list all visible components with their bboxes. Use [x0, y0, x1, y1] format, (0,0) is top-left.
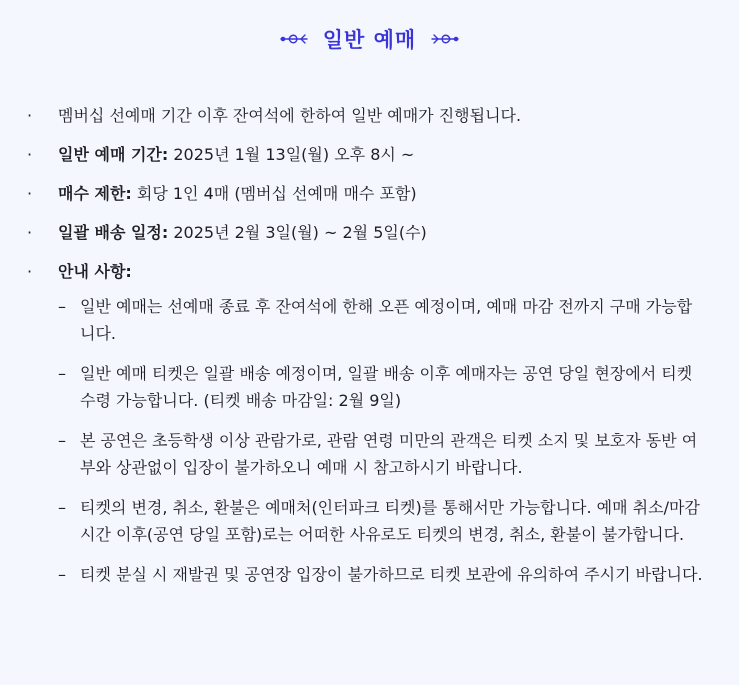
list-item: [0, 182, 739, 206]
list-item: [0, 221, 739, 245]
note-text: 티켓 분실 시 재발권 및 공연장 입장이 불가하므로 티켓 보관에 유의하여 주시기 바랍니다.: [80, 565, 703, 584]
bullet: ·: [27, 106, 33, 125]
note-item: [58, 360, 704, 414]
note-item: [58, 494, 704, 548]
list-item: [0, 260, 739, 588]
dash-bullet: –: [58, 498, 66, 517]
item-text: 회당 1인 4매 (멤버십 선예매 매수 포함): [131, 184, 417, 203]
title-row: [0, 24, 739, 54]
note-text: 일반 예매는 선예매 종료 후 잔여석에 한해 오픈 예정이며, 예매 마감 전까지 구매 가능합니다.: [80, 297, 693, 343]
info-list: [0, 104, 739, 603]
note-text: 티켓의 변경, 취소, 환불은 예매처(인터파크 티켓)를 통해서만 가능합니다. 예매 취소/마감 시간 이후(공연 당일 포함)로는 어떠한 사유로도 티켓의 변경, 취소, 환불이 불가합니다.: [80, 498, 700, 544]
note-item: [58, 427, 704, 481]
notes-list: [58, 293, 739, 588]
item-label: 일괄 배송 일정:: [58, 223, 169, 242]
ornament-left-icon: [279, 31, 309, 47]
bullet: ·: [27, 262, 33, 281]
note-item: [58, 293, 704, 347]
item-text: 2025년 2월 3일(월) ~ 2월 5일(수): [168, 223, 427, 242]
note-item: [58, 561, 704, 588]
item-label: 일반 예매 기간:: [58, 145, 169, 164]
bullet: ·: [27, 145, 33, 164]
list-item: [0, 143, 739, 167]
dash-bullet: –: [58, 364, 66, 383]
ornament-right-icon: [430, 31, 460, 47]
list-item: [0, 104, 739, 128]
page-title: 일반 예매: [322, 28, 417, 52]
item-text: 멤버십 선예매 기간 이후 잔여석에 한하여 일반 예매가 진행됩니다.: [58, 106, 522, 125]
dash-bullet: –: [58, 565, 66, 584]
note-text: 일반 예매 티켓은 일괄 배송 예정이며, 일괄 배송 이후 예매자는 공연 당일 현장에서 티켓 수령 가능합니다. (티켓 배송 마감일: 2월 9일): [80, 364, 693, 410]
item-text: 2025년 1월 13일(월) 오후 8시 ~: [168, 145, 415, 164]
bullet: ·: [27, 184, 33, 203]
item-label: 안내 사항:: [58, 262, 132, 281]
dash-bullet: –: [58, 431, 66, 450]
dash-bullet: –: [58, 297, 66, 316]
bullet: ·: [27, 223, 33, 242]
item-label: 매수 제한:: [58, 184, 132, 203]
note-text: 본 공연은 초등학생 이상 관람가로, 관람 연령 미만의 관객은 티켓 소지 및 보호자 동반 여부와 상관없이 입장이 불가하오니 예매 시 참고하시기 바랍니다.: [80, 431, 698, 477]
